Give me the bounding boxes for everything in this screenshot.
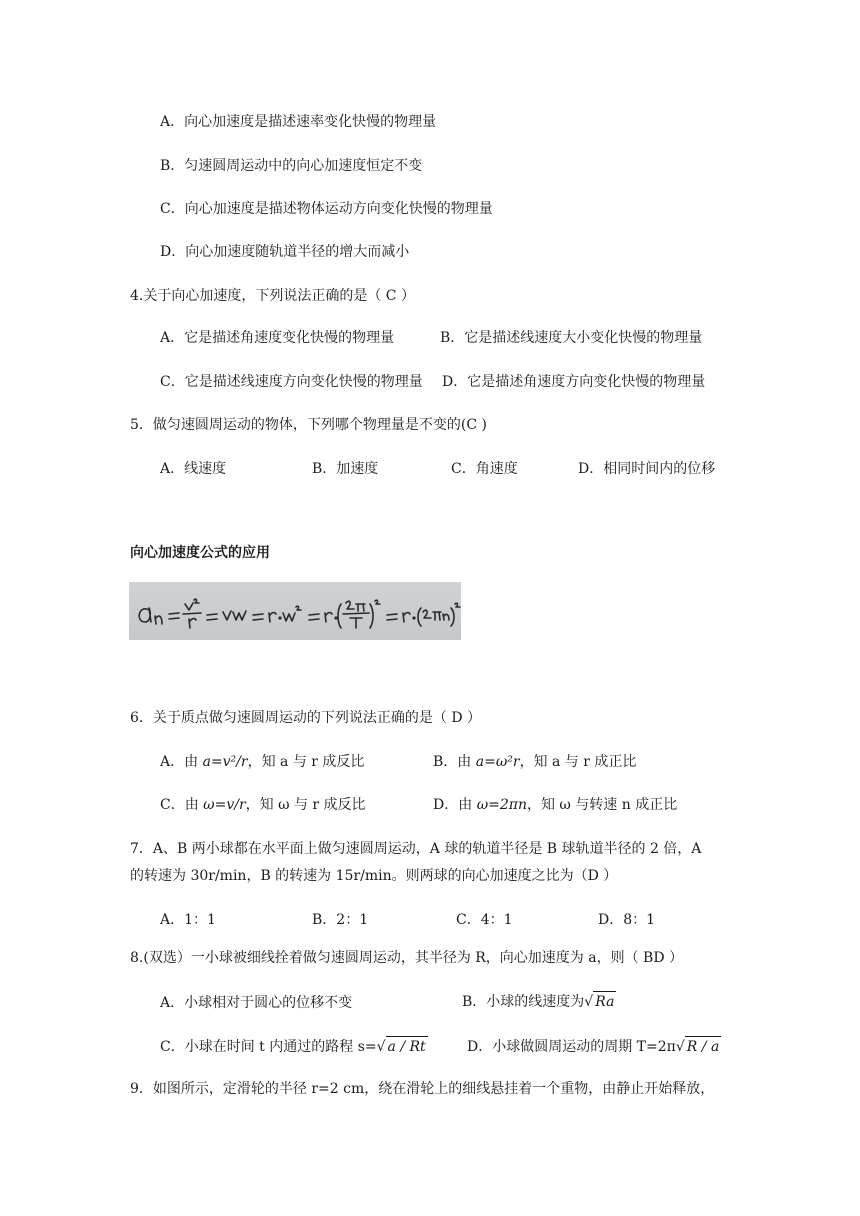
q8-option-c-radicand: a / Rt bbox=[386, 1036, 428, 1057]
q8-option-b bbox=[462, 991, 616, 1012]
handwritten-formula-image bbox=[129, 582, 461, 640]
q7-stem-line1: 7．A、B 两小球都在水平面上做匀速圆周运动，A 球的轨道半径是 B 球轨道半径的 2 倍，A bbox=[130, 841, 702, 857]
q8-option-d-prefix: D．小球做圆周运动的周期 T=2π bbox=[467, 1039, 676, 1055]
q6-option-b-suffix: ，知 a 与 r 成正比 bbox=[519, 754, 637, 770]
q8-option-c-prefix: C．小球在时间 t 内通过的路程 s= bbox=[160, 1039, 377, 1055]
q6-option-b-prefix: B．由 bbox=[433, 754, 476, 770]
q6-option-c bbox=[160, 795, 366, 815]
q8-option-d bbox=[467, 1036, 721, 1057]
q5-option-b: B．加速度 bbox=[312, 461, 379, 477]
q5-option-c: C．角速度 bbox=[451, 461, 518, 477]
q4-stem: 4.关于向心加速度，下列说法正确的是（ C ） bbox=[130, 288, 415, 304]
q6-option-a-prefix: A．由 bbox=[160, 754, 203, 770]
formula-handwriting bbox=[129, 582, 461, 640]
q6-option-d bbox=[433, 795, 677, 815]
q6-option-c-prefix: C．由 bbox=[160, 797, 204, 813]
q4-option-a: A．它是描述角速度变化快慢的物理量 bbox=[160, 330, 395, 346]
q3-option-c: C．向心加速度是描述物体运动方向变化快慢的物理量 bbox=[160, 201, 493, 217]
q6-option-b bbox=[433, 752, 636, 772]
q8-option-b-radicand: Ra bbox=[593, 991, 616, 1012]
q3-option-b: B．匀速圆周运动中的向心加速度恒定不变 bbox=[160, 158, 423, 174]
q6-option-a-formula: a=v²/r bbox=[202, 754, 248, 770]
q5-stem: 5．做匀速圆周运动的物体，下列哪个物理量是不变的(C ) bbox=[130, 417, 487, 433]
q6-option-c-suffix: ，知 ω 与 r 成反比 bbox=[245, 797, 366, 813]
q6-stem: 6．关于质点做匀速圆周运动的下列说法正确的是（ D ） bbox=[130, 710, 482, 726]
q8-stem: 8.(双选）一小球被细线拴着做匀速圆周运动，其半径为 R，向心加速度为 a，则（ BD ） bbox=[130, 950, 684, 966]
q7-option-b: B．2：1 bbox=[312, 912, 369, 928]
q4-option-c: C．它是描述线速度方向变化快慢的物理量 bbox=[160, 374, 423, 390]
q6-option-d-suffix: ，知 ω 与转速 n 成正比 bbox=[526, 797, 678, 813]
q7-option-a: A．1：1 bbox=[160, 912, 216, 928]
q8-option-a: A．小球相对于圆心的位移不变 bbox=[160, 995, 353, 1011]
q7-option-c: C．4：1 bbox=[456, 912, 513, 928]
q6-option-c-formula: ω=v/r bbox=[203, 797, 246, 813]
sqrt-symbol: √ a / Rt bbox=[377, 1036, 428, 1057]
q6-option-d-formula: ω=2πn bbox=[476, 797, 527, 813]
q6-option-a bbox=[160, 752, 364, 772]
q3-option-d: D．向心加速度随轨道半径的增大而减小 bbox=[160, 244, 410, 260]
q9-stem: 9．如图所示，定滑轮的半径 r=2 cm，绕在滑轮上的细线悬挂着一个重物，由静止开始释放， bbox=[130, 1081, 715, 1097]
q6-option-a-suffix: ，知 a 与 r 成反比 bbox=[247, 754, 365, 770]
q3-option-a: A．向心加速度是描述速率变化快慢的物理量 bbox=[160, 114, 437, 130]
q5-option-a: A．线速度 bbox=[160, 461, 227, 477]
q4-option-b: B．它是描述线速度大小变化快慢的物理量 bbox=[440, 330, 703, 346]
q7-stem-line2: 的转速为 30r/min，B 的转速为 15r/min。则两球的向心加速度之比为（D ） bbox=[130, 868, 618, 884]
sqrt-symbol: √ Ra bbox=[584, 991, 616, 1012]
sqrt-symbol: √ R / a bbox=[676, 1036, 721, 1057]
q6-option-b-formula: a=ω²r bbox=[475, 754, 520, 770]
q8-option-c bbox=[160, 1036, 428, 1057]
q5-option-d: D．相同时间内的位移 bbox=[578, 461, 716, 477]
q7-option-d: D．8：1 bbox=[598, 912, 656, 928]
q8-option-b-prefix: B．小球的线速度为 bbox=[462, 994, 585, 1010]
q8-option-d-radicand: R / a bbox=[685, 1036, 722, 1057]
q6-option-d-prefix: D．由 bbox=[433, 797, 477, 813]
q4-option-d: D．它是描述角速度方向变化快慢的物理量 bbox=[442, 374, 706, 390]
section-heading: 向心加速度公式的应用 bbox=[130, 545, 270, 561]
